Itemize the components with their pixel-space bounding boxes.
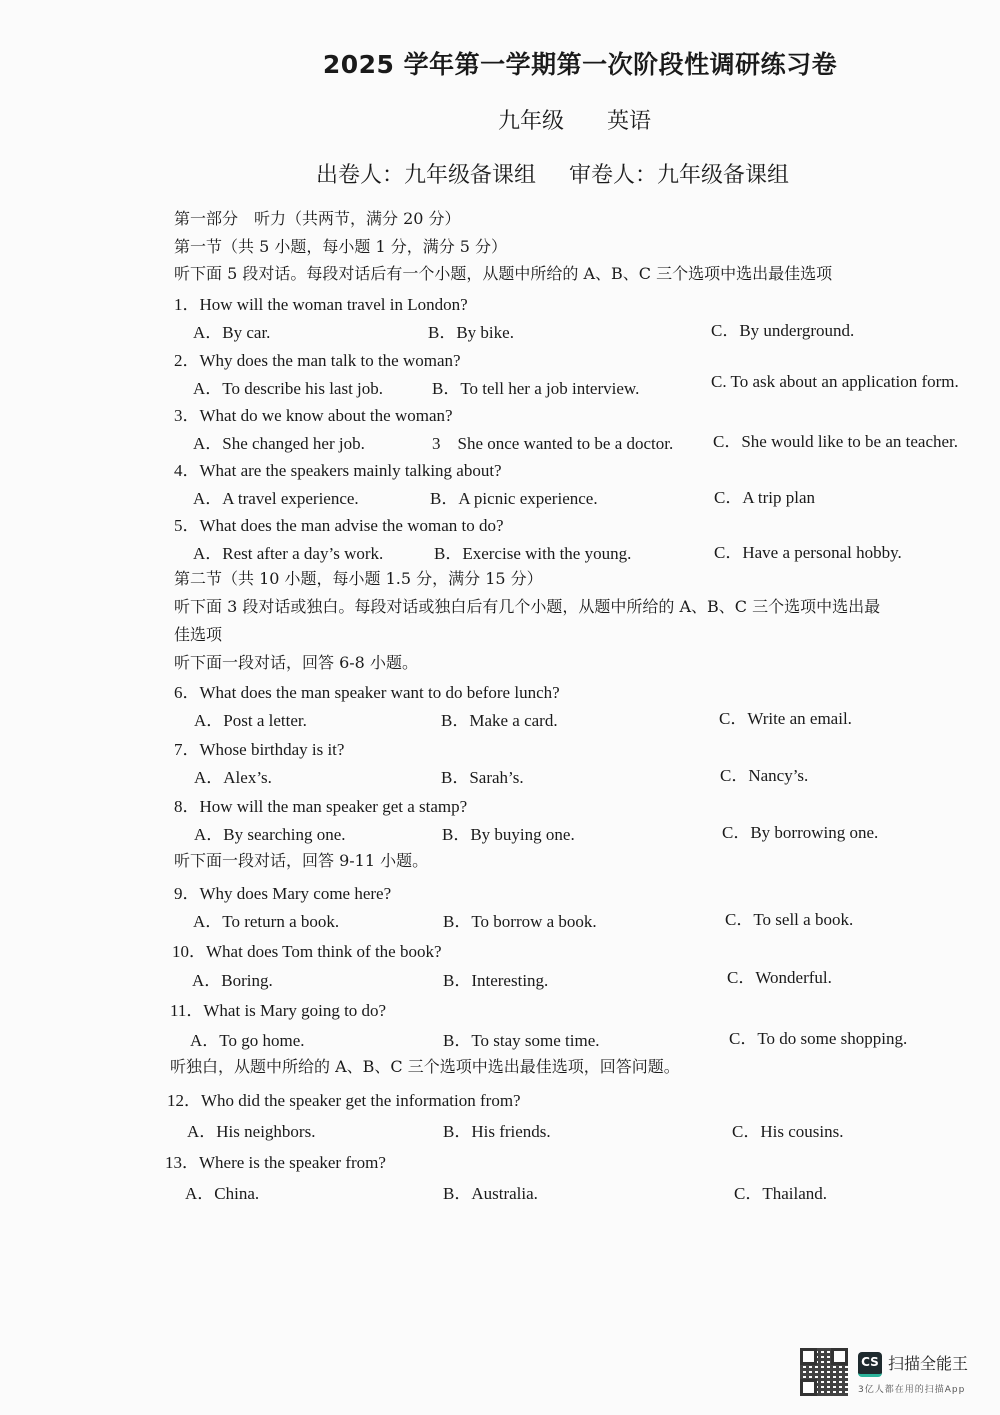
q1-option-a: A．By car. bbox=[193, 323, 271, 342]
q4-option-b: B．A picnic experience. bbox=[430, 489, 598, 508]
q9-option-b: B．To borrow a book. bbox=[443, 912, 597, 931]
question-11: 11．What is Mary going to do? bbox=[170, 1001, 387, 1020]
q12-option-c: C．His cousins. bbox=[732, 1122, 844, 1141]
question-4: 4．What are the speakers mainly talking about? bbox=[174, 461, 502, 480]
q6-option-c: C．Write an email. bbox=[719, 709, 852, 728]
monologue-instruction: 听独白，从题中所给的 A、B、C 三个选项中选出最佳选项，回答问题。 bbox=[170, 1057, 680, 1076]
section1-heading: 第一节（共 5 小题，每小题 1 分，满分 5 分） bbox=[174, 237, 508, 256]
question-5: 5．What does the man advise the woman to do? bbox=[174, 516, 504, 535]
q3-option-a: A．She changed her job. bbox=[193, 434, 365, 453]
part1-heading: 第一部分 听力（共两节，满分 20 分） bbox=[174, 209, 461, 228]
q1-option-b: B．By bike. bbox=[428, 323, 514, 342]
section2-instruction-1: 听下面 3 段对话或独白。每段对话或独白后有几个小题，从题中所给的 A、B、C 三个选项中选出最 bbox=[174, 597, 881, 616]
scanner-watermark bbox=[800, 1348, 990, 1398]
section1-instruction: 听下面 5 段对话。每段对话后有一个小题，从题中所给的 A、B、C 三个选项中选出最佳选项 bbox=[174, 264, 833, 283]
brand-name: 扫描全能王 bbox=[888, 1354, 969, 1373]
q3-option-b: 3 She once wanted to be a doctor. bbox=[432, 434, 674, 453]
section2-heading: 第二节（共 10 小题，每小题 1.5 分，满分 15 分） bbox=[174, 569, 543, 588]
dialogue1-instruction: 听下面一段对话，回答 6-8 小题。 bbox=[174, 653, 418, 672]
camscanner-logo-icon: CS bbox=[858, 1352, 882, 1377]
question-7: 7．Whose birthday is it? bbox=[174, 740, 345, 759]
q2-option-a: A．To describe his last job. bbox=[193, 379, 384, 398]
subject-label: 英语 bbox=[607, 109, 652, 134]
qr-code-icon[interactable] bbox=[800, 1348, 848, 1396]
q13-option-b: B．Australia. bbox=[443, 1184, 538, 1203]
q9-option-a: A．To return a book. bbox=[193, 912, 340, 931]
q13-option-c: C．Thailand. bbox=[734, 1184, 828, 1203]
q5-option-b: B．Exercise with the young. bbox=[434, 544, 632, 563]
q12-option-b: B．His friends. bbox=[443, 1122, 551, 1141]
question-9: 9．Why does Mary come here? bbox=[174, 884, 392, 903]
q8-option-b: B．By buying one. bbox=[442, 825, 575, 844]
question-3: 3．What do we know about the woman? bbox=[174, 406, 453, 425]
question-8: 8．How will the man speaker get a stamp? bbox=[174, 797, 468, 816]
q4-option-c: C．A trip plan bbox=[714, 488, 816, 507]
question-6: 6．What does the man speaker want to do before lunch? bbox=[174, 683, 560, 702]
page-title: 2025 学年第一学期第一次阶段性调研练习卷 bbox=[322, 50, 838, 79]
brand-tagline: 3亿人都在用的扫描App bbox=[858, 1385, 966, 1395]
q1-option-c: C．By underground. bbox=[711, 321, 855, 340]
reviewer-label: 审卷人：九年级备课组 bbox=[569, 163, 790, 188]
q8-option-a: A．By searching one. bbox=[194, 825, 346, 844]
question-10: 10．What does Tom think of the book? bbox=[172, 942, 442, 961]
q11-option-c: C．To do some shopping. bbox=[729, 1029, 908, 1048]
question-13: 13．Where is the speaker from? bbox=[165, 1153, 386, 1172]
q3-option-c: C．She would like to be an teacher. bbox=[713, 432, 959, 451]
q6-option-b: B．Make a card. bbox=[441, 711, 558, 730]
question-12: 12．Who did the speaker get the information from? bbox=[167, 1091, 521, 1110]
q5-option-c: C．Have a personal hobby. bbox=[714, 543, 902, 562]
q2-option-c: C. To ask about an application form. bbox=[711, 372, 959, 391]
authors-line bbox=[316, 158, 815, 189]
q7-option-c: C．Nancy’s. bbox=[720, 766, 809, 785]
q7-option-a: A．Alex’s. bbox=[194, 768, 272, 787]
q10-option-b: B．Interesting. bbox=[443, 971, 549, 990]
question-2: 2．Why does the man talk to the woman? bbox=[174, 351, 461, 370]
q11-option-b: B．To stay some time. bbox=[443, 1031, 600, 1050]
author-label: 出卷人：九年级备课组 bbox=[316, 163, 537, 188]
q8-option-c: C．By borrowing one. bbox=[722, 823, 879, 842]
q13-option-a: A．China. bbox=[185, 1184, 260, 1203]
q12-option-a: A．His neighbors. bbox=[187, 1122, 316, 1141]
q10-option-c: C．Wonderful. bbox=[727, 968, 832, 987]
q10-option-a: A．Boring. bbox=[192, 971, 273, 990]
q11-option-a: A．To go home. bbox=[190, 1031, 305, 1050]
q5-option-a: A．Rest after a day’s work. bbox=[193, 544, 384, 563]
section2-instruction-2: 佳选项 bbox=[174, 625, 223, 644]
subtitle bbox=[498, 104, 687, 135]
q4-option-a: A．A travel experience. bbox=[193, 489, 359, 508]
question-1: 1．How will the woman travel in London? bbox=[174, 295, 468, 314]
q9-option-c: C．To sell a book. bbox=[725, 910, 854, 929]
q7-option-b: B．Sarah’s. bbox=[441, 768, 524, 787]
grade-label: 九年级 bbox=[498, 109, 565, 134]
q2-option-b: B．To tell her a job interview. bbox=[432, 379, 640, 398]
dialogue2-instruction: 听下面一段对话，回答 9-11 小题。 bbox=[174, 851, 429, 870]
q6-option-a: A．Post a letter. bbox=[194, 711, 307, 730]
